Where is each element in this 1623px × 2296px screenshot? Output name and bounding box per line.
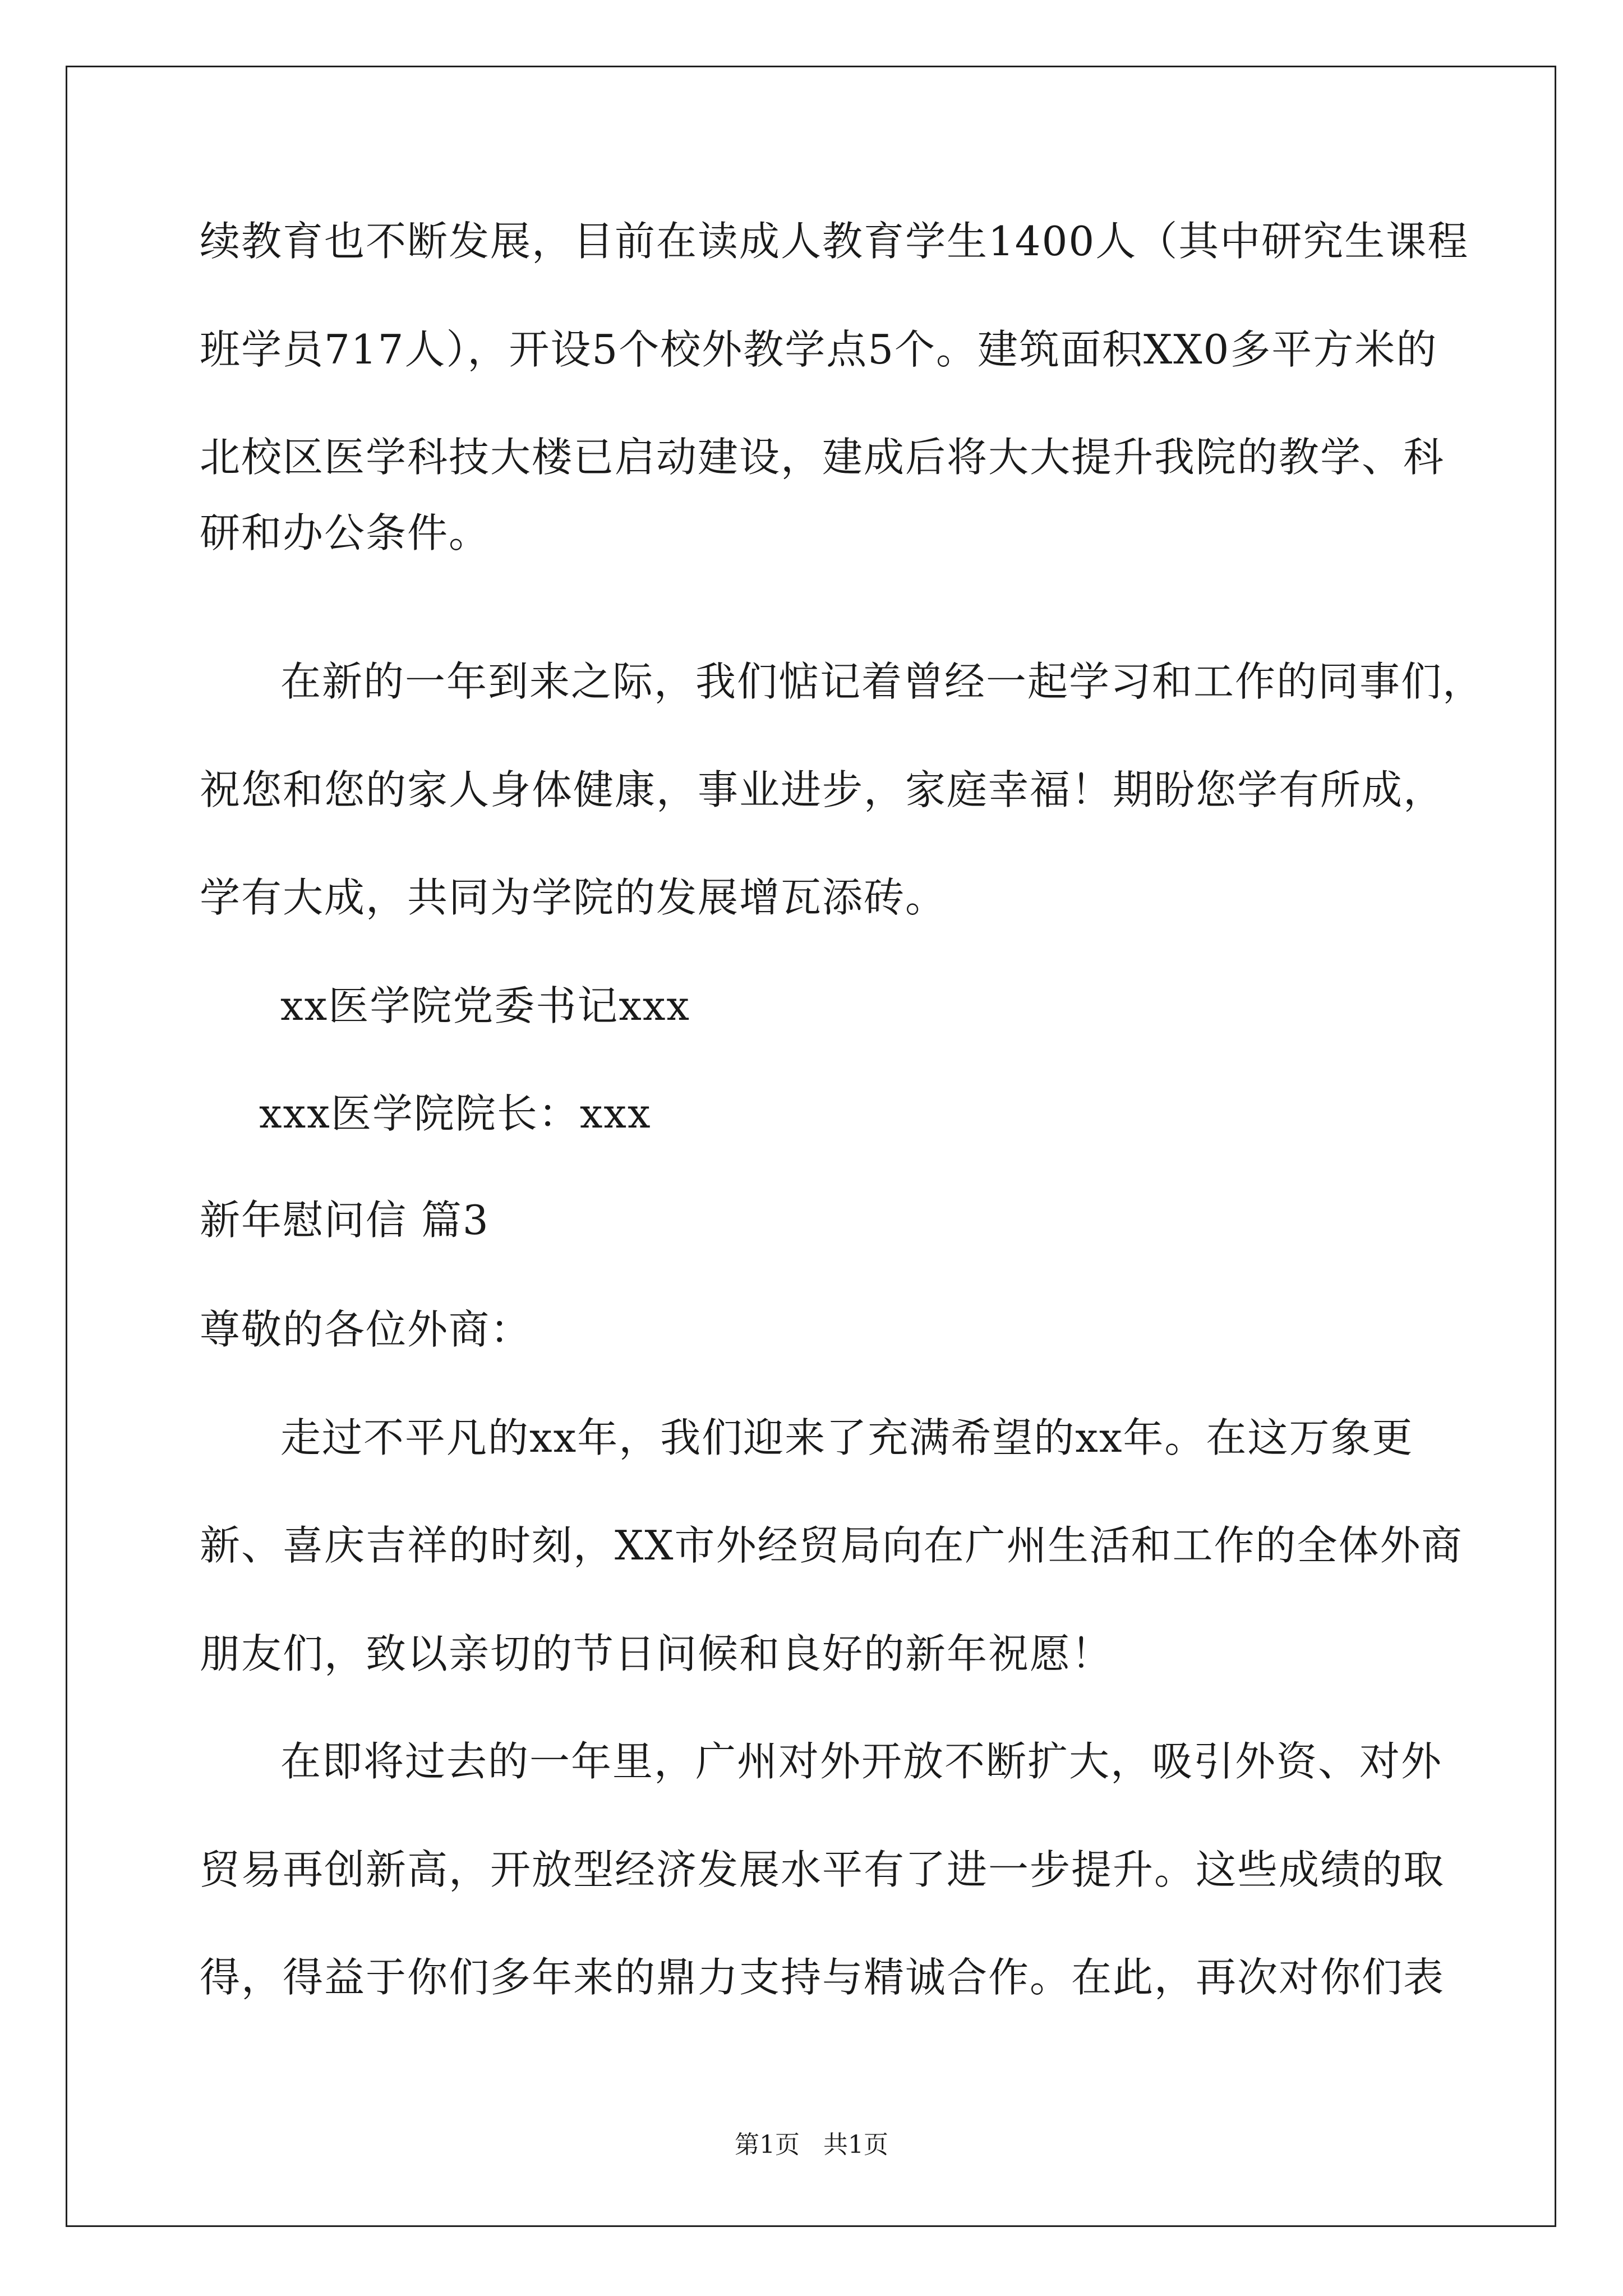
body-line: 走过不平凡的xx年，我们迎来了充满希望的xx年。在这万象更 xyxy=(280,1414,1414,1461)
body-line: 班学员717人），开设5个校外教学点5个。建筑面积XX0多平方米的 xyxy=(200,326,1438,373)
body-line: 北校区医学科技大楼已启动建设，建成后将大大提升我院的教学、科 xyxy=(200,434,1445,481)
signature-line: xxx医学院院长：xxx xyxy=(259,1090,652,1137)
body-line: 新、喜庆吉祥的时刻，XX市外经贸局向在广州生活和工作的全体外商 xyxy=(200,1522,1463,1569)
section-heading: 新年慰问信 篇3 xyxy=(200,1197,490,1244)
body-line: 学有大成，共同为学院的发展增瓦添砖。 xyxy=(200,874,947,921)
body-line: 贸易再创新高，开放型经济发展水平有了进一步提升。这些成绩的取 xyxy=(200,1846,1445,1893)
salutation: 尊敬的各位外商： xyxy=(200,1306,532,1353)
body-line: 在即将过去的一年里，广州对外开放不断扩大，吸引外资、对外 xyxy=(280,1738,1443,1785)
page-footer: 第1页 共1页 xyxy=(735,2131,888,2159)
body-line: 祝您和您的家人身体健康，事业进步，家庭幸福！期盼您学有所成， xyxy=(200,766,1445,813)
signature-line: xx医学院党委书记xxx xyxy=(280,982,691,1029)
body-line: 在新的一年到来之际，我们惦记着曾经一起学习和工作的同事们， xyxy=(280,658,1484,705)
body-line: 朋友们，致以亲切的节日问候和良好的新年祝愿！ xyxy=(200,1630,1113,1677)
page-border xyxy=(66,66,1556,2227)
body-line: 研和办公条件。 xyxy=(200,509,491,556)
body-line: 续教育也不断发展，目前在读成人教育学生1400人（其中研究生课程 xyxy=(200,218,1469,265)
body-line: 得，得益于你们多年来的鼎力支持与精诚合作。在此，再次对你们表 xyxy=(200,1954,1445,2001)
